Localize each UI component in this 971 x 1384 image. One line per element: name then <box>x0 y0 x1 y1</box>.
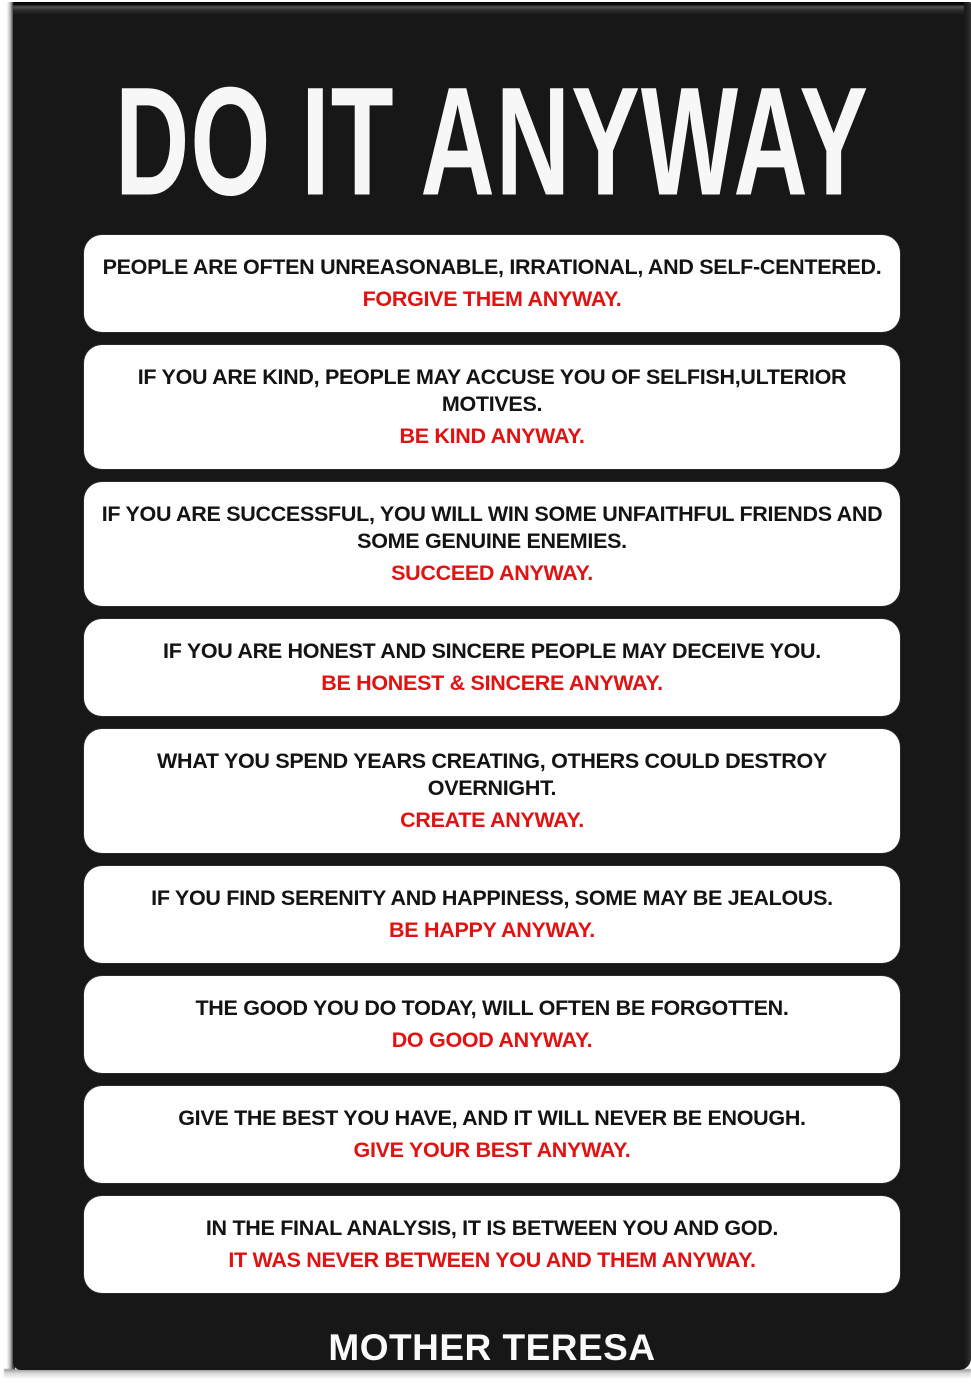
canvas-bottom-shadow <box>4 1369 971 1378</box>
canvas-print <box>13 2 971 1370</box>
quote-text: PEOPLE ARE OFTEN UNREASONABLE, IRRATIONAL, AND SELF-CENTERED. <box>102 255 882 279</box>
quote-card <box>84 619 900 716</box>
quote-card <box>84 1086 900 1183</box>
quote-card <box>84 235 900 332</box>
quote-card-list <box>84 235 900 1293</box>
quote-text: WHAT YOU SPEND YEARS CREATING, OTHERS COULD DESTROY OVERNIGHT. <box>157 749 827 800</box>
anyway-text: CREATE ANYWAY. <box>400 808 584 832</box>
quote-text: GIVE THE BEST YOU HAVE, AND IT WILL NEVER BE ENOUGH. <box>178 1106 806 1130</box>
quote-text: IF YOU FIND SERENITY AND HAPPINESS, SOME MAY BE JEALOUS. <box>151 886 833 910</box>
quote-text: IF YOU ARE HONEST AND SINCERE PEOPLE MAY DECEIVE YOU. <box>163 639 821 663</box>
quote-text: IN THE FINAL ANALYSIS, IT IS BETWEEN YOU AND GOD. <box>205 1216 779 1240</box>
poster-title: DO IT ANYWAY <box>114 55 870 228</box>
quote-text: THE GOOD YOU DO TODAY, WILL OFTEN BE FORGOTTEN. <box>195 996 789 1020</box>
quote-text: IF YOU ARE KIND, PEOPLE MAY ACCUSE YOU OF SELFISH,ULTERIOR MOTIVES. <box>137 365 847 416</box>
anyway-text: FORGIVE THEM ANYWAY. <box>362 287 622 311</box>
anyway-text: BE HONEST & SINCERE ANYWAY. <box>321 671 663 695</box>
quote-card <box>84 482 900 606</box>
anyway-text: DO GOOD ANYWAY. <box>391 1028 593 1052</box>
poster-content <box>13 2 971 1370</box>
quote-card <box>84 976 900 1073</box>
anyway-text: IT WAS NEVER BETWEEN YOU AND THEM ANYWAY. <box>228 1248 756 1272</box>
anyway-text: SUCCEED ANYWAY. <box>391 561 593 585</box>
anyway-text: BE HAPPY ANYWAY. <box>389 918 595 942</box>
quote-card <box>84 729 900 853</box>
anyway-text: BE KIND ANYWAY. <box>399 424 585 448</box>
quote-text: IF YOU ARE SUCCESSFUL, YOU WILL WIN SOME UNFAITHFUL FRIENDS AND SOME GENUINE ENEMIES. <box>101 502 883 553</box>
quote-card <box>84 1196 900 1293</box>
quote-card <box>84 345 900 469</box>
anyway-text: GIVE YOUR BEST ANYWAY. <box>353 1138 631 1162</box>
quote-card <box>84 866 900 963</box>
poster-attribution: MOTHER TERESA <box>328 1327 656 1368</box>
